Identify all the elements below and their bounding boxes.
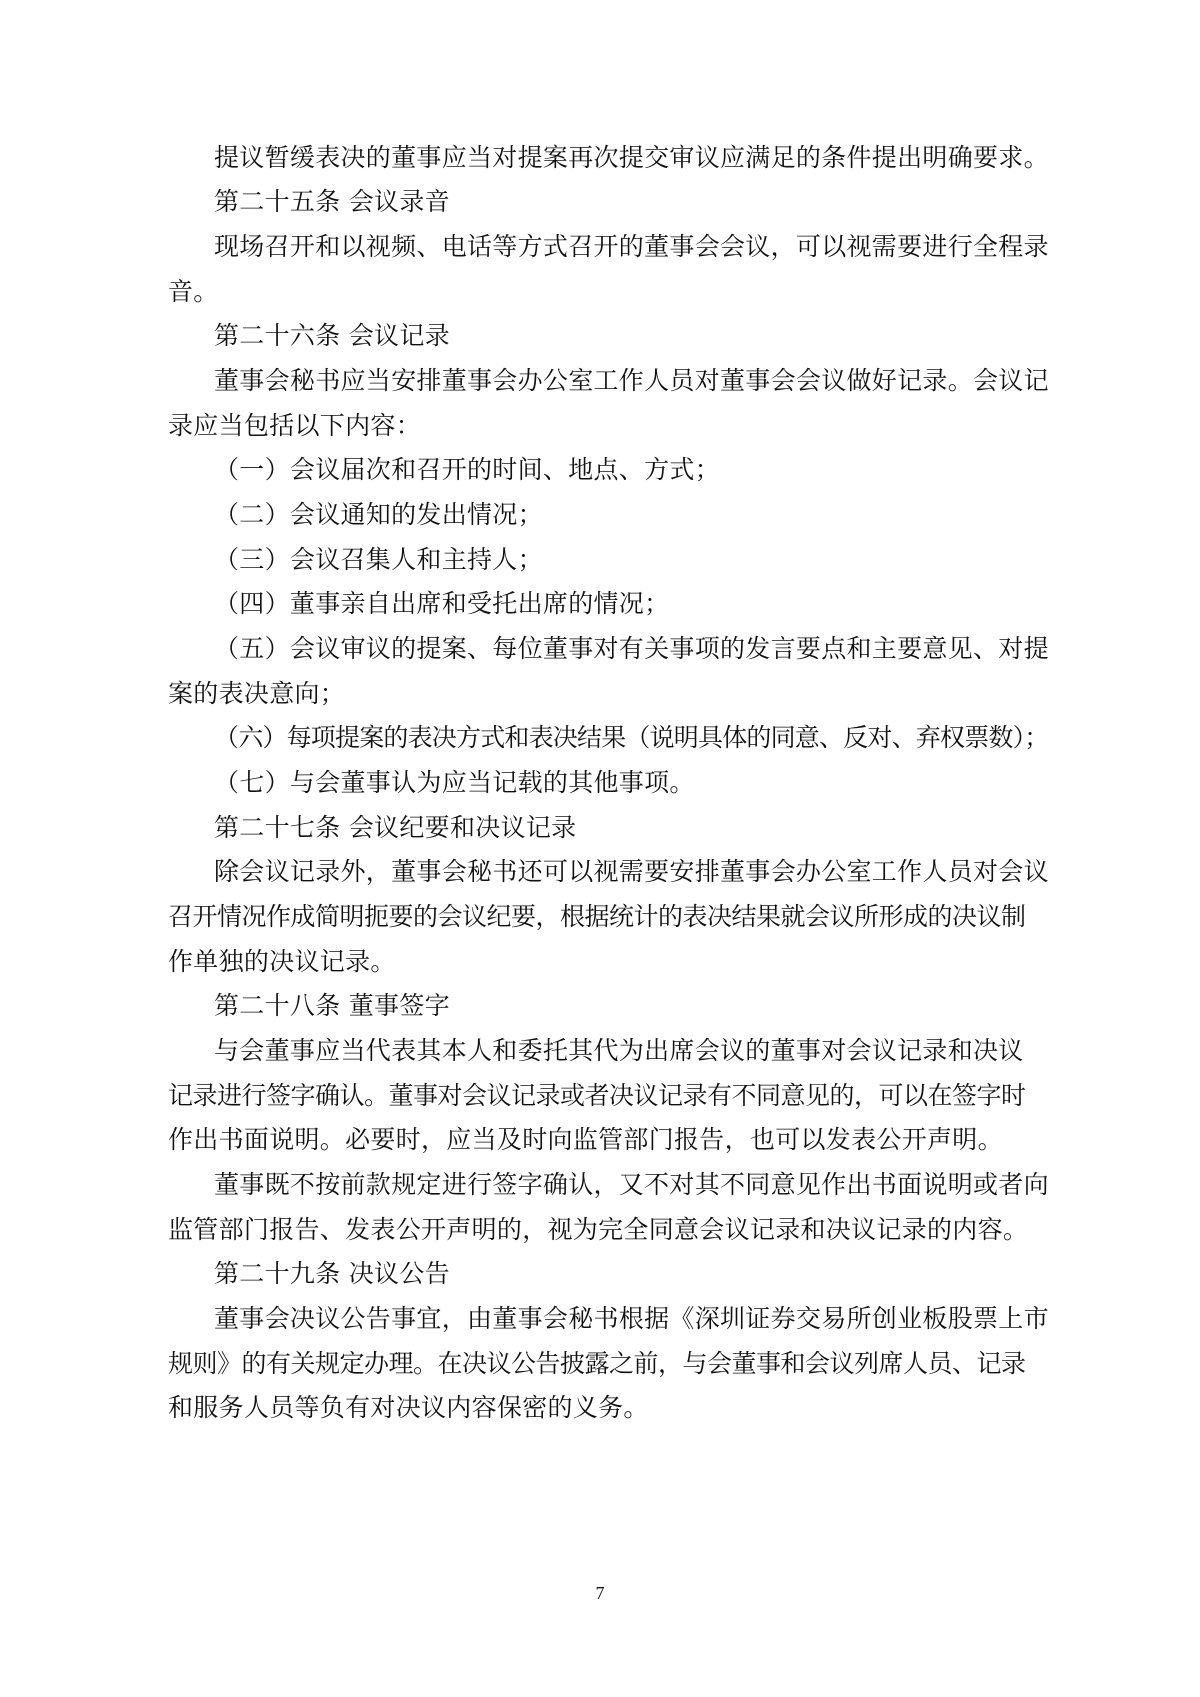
body-text-line: 作出书面说明。必要时，应当及时向监管部门报告，也可以发表公开声明。	[168, 1125, 1003, 1154]
body-text-line: 录应当包括以下内容：	[168, 411, 422, 440]
list-item: （六）每项提案的表决方式和表决结果（说明具体的同意、反对、弃权票数）；	[214, 723, 1049, 752]
body-text-line: 董事会秘书应当安排董事会办公室工作人员对董事会会议做好记录。会议记	[214, 366, 1049, 395]
list-item: （三）会议召集人和主持人；	[214, 545, 543, 574]
body-text-line: 董事会决议公告事宜，由董事会秘书根据《深圳证券交易所创业板股票上市	[214, 1304, 1049, 1333]
body-text-line: 董事既不按前款规定进行签字确认，又不对其不同意见作出书面说明或者向	[214, 1170, 1049, 1199]
body-text-line: 规则》的有关规定办理。在决议公告披露之前，与会董事和会议列席人员、记录	[168, 1349, 1026, 1378]
body-text-line: 除会议记录外，董事会秘书还可以视需要安排董事会办公室工作人员对会议	[214, 857, 1049, 886]
body-text-line: 召开情况作成简明扼要的会议纪要，根据统计的表决结果就会议所形成的决议制	[168, 902, 1026, 931]
article-heading: 第二十八条 董事签字	[214, 991, 450, 1020]
article-heading: 第二十五条 会议录音	[214, 187, 450, 216]
body-text-line: 音。	[168, 277, 219, 306]
article-heading: 第二十七条 会议纪要和决议记录	[214, 813, 577, 842]
body-text-line: 作单独的决议记录。	[168, 947, 396, 976]
body-text-line: 现场召开和以视频、电话等方式召开的董事会会议，可以视需要进行全程录	[214, 232, 1049, 261]
page-number: 7	[595, 1583, 605, 1603]
list-item: （四）董事亲自出席和受托出席的情况；	[214, 589, 670, 618]
article-heading: 第二十六条 会议记录	[214, 321, 450, 350]
body-text-line: 与会董事应当代表其本人和委托其代为出席会议的董事对会议记录和决议	[214, 1036, 1024, 1065]
body-text-line: 监管部门报告、发表公开声明的，视为完全同意会议记录和决议记录的内容。	[168, 1215, 1029, 1244]
body-text-line: 和服务人员等负有对决议内容保密的义务。	[168, 1393, 649, 1422]
article-heading: 第二十九条 决议公告	[214, 1259, 450, 1288]
list-item-continuation: 案的表决意向；	[168, 679, 346, 708]
list-item: （一）会议届次和召开的时间、地点、方式；	[214, 455, 721, 484]
body-text-line: 记录进行签字确认。董事对会议记录或者决议记录有不同意见的，可以在签字时	[168, 1081, 1026, 1110]
list-item: （五）会议审议的提案、每位董事对有关事项的发言要点和主要意见、对提	[214, 634, 1049, 663]
body-text-line: 提议暂缓表决的董事应当对提案再次提交审议应满足的条件提出明确要求。	[214, 143, 1049, 172]
list-item: （二）会议通知的发出情况；	[214, 500, 543, 529]
list-item: （七）与会董事认为应当记载的其他事项。	[214, 768, 695, 797]
